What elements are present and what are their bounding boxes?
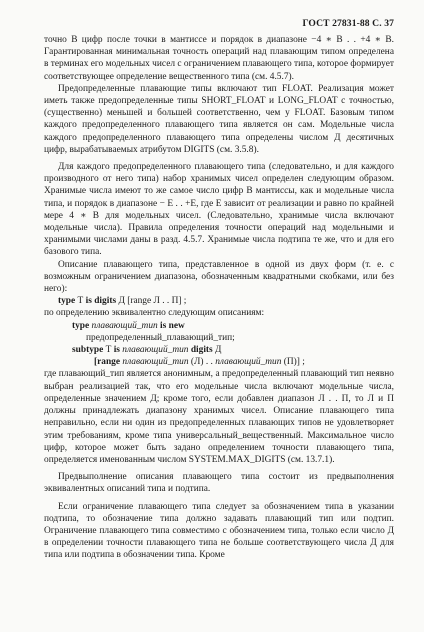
digits-value: Д (215, 345, 222, 356)
code-equivalent-type (44, 320, 394, 332)
code-type-declaration (44, 295, 394, 307)
page-header: ГОСТ 27831-88 С. 37 (302, 18, 394, 29)
type-name: Т (77, 296, 84, 307)
anonymous-type-name: плавающий_тип (215, 357, 282, 368)
paragraph-elaboration: Предвыполнение описания плавающего типа состоит из предвыполнения эквивалентных описаний типа и подтипа. (44, 472, 394, 495)
code-subtype-declaration (44, 344, 394, 356)
code-range-constraint (44, 356, 394, 368)
keyword-subtype: subtype (72, 345, 104, 356)
paragraph-anonymous-type: где плавающий_тип является анонимным, а предопределенный плавающий тип неявно выбран реализацией так, что его модельные числа включают модельные числа, определенные значением Д; кроме того, если добавлен диапазон Л . . П, то Л и П должны принадлежать диапазону хранимых чисел. Описание плавающего типа неправильно, если ни один из предопределенных плавающих типов не удовлетворяет этим требованиям, кроме типа универсальный_вещественный. Максимальное число цифр, которое может быть задано определением точности плавающего типа, определяется именованным числом SYSTEM.MAX_DIGITS (см. 13.7.1). (44, 369, 394, 465)
keyword-digits: digits (190, 345, 213, 356)
paragraph-type-declaration: Описание плавающего типа, представленное в одной из двух форм (т. е. с возможным ограничением диапазона, обозначенным квадратными скобками, или без него): (44, 259, 394, 295)
paragraph-stored-numbers: Для каждого предопределенного плавающего типа (следовательно, и для каждого производного от него типа) набор хранимых чисел определен следующим образом. Хранимые числа имеют то же самое число цифр В мантиссы, как и модельные числа типа, и порядок в диапазоне − Е . . +Е, где Е зависит от реализации и равно по крайней мере 4 ∗ В для модельных чисел. (Следовательно, хранимые числа включают модельные числа). Правила определения точности операций над модельными и хранимыми числами даны в разд. 4.5.7. Хранимые числа подтипа те же, что и для его базового типа. (44, 162, 394, 258)
anonymous-type-name: плавающий_тип (122, 357, 189, 368)
code-base-type: предопределенный_плавающий_тип; (86, 332, 235, 343)
keyword-is-new: is new (160, 320, 185, 331)
anonymous-type-name: плавающий_тип (91, 320, 158, 331)
keyword-type: type (58, 296, 76, 307)
keyword-is: is (113, 345, 120, 356)
paragraph-precision: точно В цифр после точки в мантиссе и порядок в диапазоне −4 ∗ В . . +4 ∗ В. Гарантированная минимальная точность операций над плавающим типом определена в терминах его модельных чисел с ограничением плавающего типа, которое формирует соответствующее определение вещественного типа (см. 4.5.7). (44, 35, 394, 82)
digits-value: Д (118, 296, 125, 307)
subtype-name: Т (105, 345, 112, 356)
anonymous-type-name: плавающий_тип (122, 345, 189, 356)
range-constraint: [range Л . . П] ; (127, 296, 187, 307)
keyword-type: type (72, 320, 90, 331)
paragraph-subtype-constraint: Если ограничение плавающего типа следует за обозначением типа в указании подтипа, то обозначение типа должно задавать плавающий тип или подтип. Ограничение плавающего типа совместимо с обозначением типа, только если число Д в определении точности плавающего типа не больше соответствующего числа Д для типа или подтипа в обозначении типа. Кроме (44, 501, 394, 561)
keyword-is: is (85, 296, 92, 307)
range-lower: (Л) . . (190, 357, 213, 368)
keyword-range: [range (94, 357, 121, 368)
paragraph-equivalent: по определению эквивалентно следующим описаниям: (44, 308, 265, 319)
keyword-digits: digits (94, 296, 117, 307)
range-upper: (П)] ; (283, 357, 305, 368)
paragraph-predefined-types: Предопределенные плавающие типы включают тип FLOAT. Реализация может иметь также предопределенные типы SHORT_FLOAT и LONG_FLOAT с точностью, (существенно) меньшей и большей соответственно, чем у FLOAT. Базовым типом каждого предопределенного плавающего типа является он сам. Модельные числа каждого предопределенного плавающего типа определены числом Д десятичных цифр, вырабатываемых атрибутом DIGITS (см. 3.5.8). (44, 83, 394, 155)
